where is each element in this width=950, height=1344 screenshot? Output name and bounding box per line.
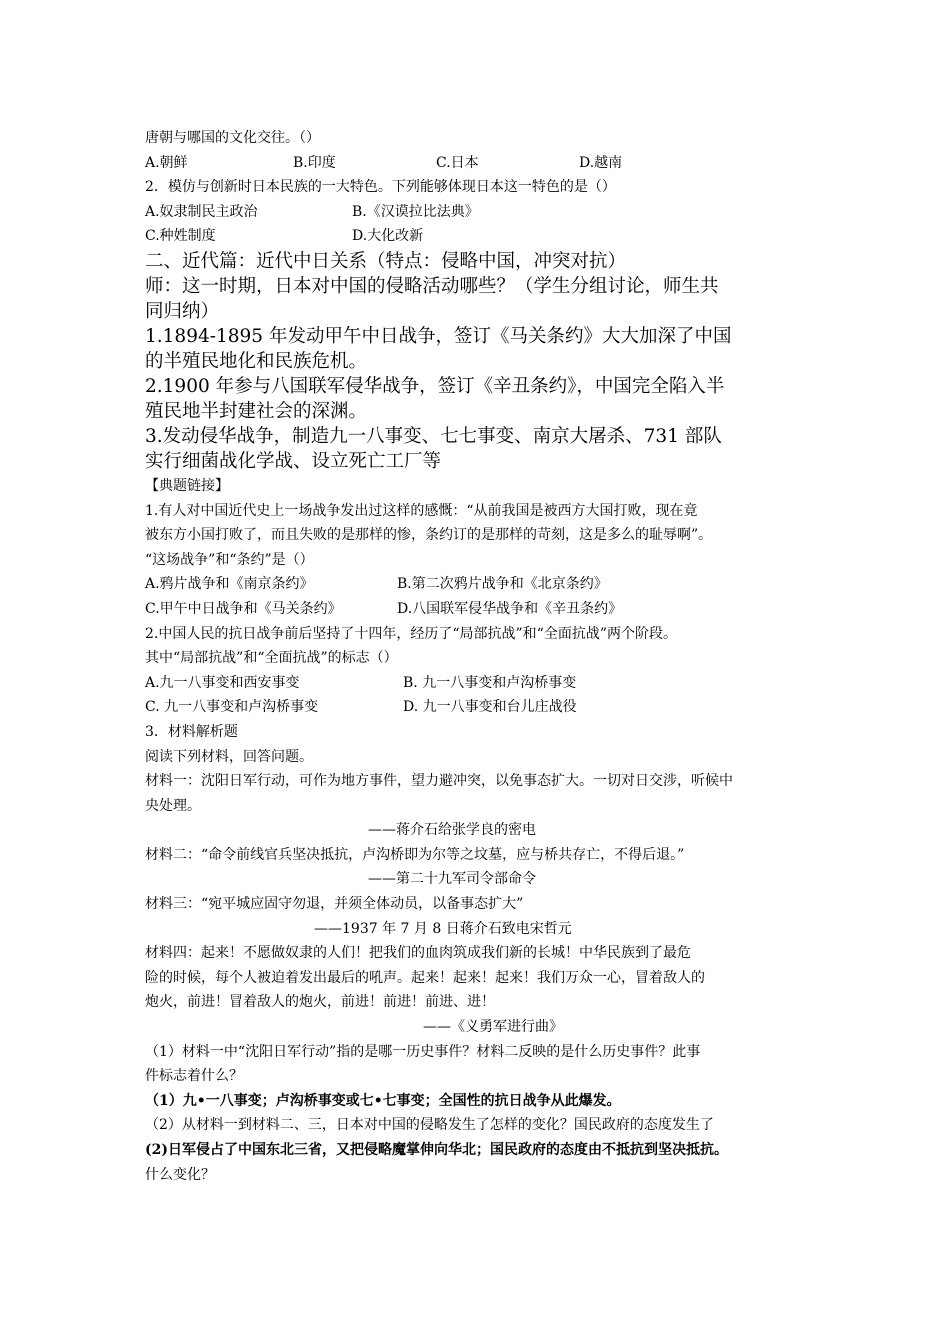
document-page: [145, 126, 815, 1187]
option-b: B.印度: [293, 154, 336, 171]
option-c: C.种姓制度: [145, 228, 216, 245]
material-4-source: ——《义勇军进行曲》: [423, 1019, 563, 1036]
option-a: A.奴隶制民主政治: [145, 203, 258, 220]
point-3-cont: 实行细菌战化学战、设立死亡工厂等: [145, 450, 442, 472]
point-3: 3.发动侵华战争，制造九一八事变、七七事变、南京大屠杀、731 部队: [145, 425, 722, 447]
point-1: 1.1894-1895 年发动甲午中日战争，签订《马关条约》大大加深了中国: [145, 325, 732, 347]
material-4-cont: 险的时候，每个人被迫着发出最后的吼声。起来！起来！起来！我们万众一心，冒着敌人的: [145, 969, 705, 986]
sub-question-2-cont: 什么变化？: [145, 1166, 215, 1183]
option-c: C.甲午中日战争和《马关条约》: [145, 600, 342, 617]
link-question-3: 3．材料解析题: [145, 723, 238, 740]
answer-2: (2)日军侵占了中国东北三省，又把侵略魔掌伸向华北；国民政府的态度由不抵抗到坚决抵抗。: [145, 1142, 728, 1158]
options-row: [145, 224, 815, 249]
options-row: [145, 200, 815, 225]
option-a: A.九一八事变和西安事变: [145, 674, 300, 691]
option-d: D. 九一八事变和台儿庄战役: [403, 699, 577, 716]
link-question-2-cont: 其中“局部抗战”和“全面抗战”的标志（）: [145, 650, 398, 667]
material-1: 材料一：沈阳日军行动，可作为地方事件，望力避冲突，以免事态扩大。一切对日交涉，听候中: [145, 773, 733, 790]
material-4-cont: 炮火，前进！冒着敌人的炮火，前进！前进！前进、进！: [145, 994, 495, 1011]
link-question-1: 1.有人对中国近代史上一场战争发出过这样的感慨：“从前我国是被西方大国打败，现在竟: [145, 502, 698, 519]
option-b: B. 九一八事变和卢沟桥事变: [403, 674, 577, 691]
material-3: 材料三：“宛平城应固守勿退，并须全体动员，以备事态扩大”: [145, 896, 524, 913]
instruction: 阅读下列材料，回答问题。: [145, 748, 313, 765]
material-1-cont: 央处理。: [145, 797, 201, 814]
material-4: 材料四：起来！不愿做奴隶的人们！把我们的血肉筑成我们新的长城！中华民族到了最危: [145, 945, 691, 962]
option-c: C.日本: [436, 154, 479, 171]
teacher-line: 同归纳）: [145, 300, 220, 322]
point-2-cont: 殖民地半封建社会的深渊。: [145, 400, 368, 422]
sub-question-1-cont: 件标志着什么？: [145, 1068, 243, 1085]
option-b: B.《汉谟拉比法典》: [352, 203, 479, 220]
option-a: A.鸦片战争和《南京条约》: [145, 576, 314, 593]
teacher-line: 师：这一时期，日本对中国的侵略活动哪些？（学生分组讨论，师生共: [145, 275, 719, 297]
option-d: D.大化改新: [352, 228, 424, 245]
link-question-2: 2.中国人民的抗日战争前后坚持了十四年，经历了“局部抗战”和“全面抗战”两个阶段。: [145, 625, 677, 642]
option-b: B.第二次鸦片战争和《北京条约》: [397, 576, 608, 593]
question-tail: 唐朝与哪国的文化交往。（）: [145, 130, 320, 146]
options-row: [145, 151, 815, 176]
link-heading: 【典题链接】: [145, 477, 229, 494]
link-question-1-prompt: “这场战争”和“条约”是（）: [145, 551, 314, 568]
options-row: [145, 572, 815, 597]
material-3-source: ——1937 年 7 月 8 日蒋介石致电宋哲元: [314, 920, 572, 937]
section-title: 二、近代篇：近代中日关系（特点：侵略中国，冲突对抗）: [145, 250, 627, 272]
option-c: C. 九一八事变和卢沟桥事变: [145, 699, 319, 716]
sub-question-2: （2）从材料一到材料二、三，日本对中国的侵略发生了怎样的变化？国民政府的态度发生了: [145, 1117, 714, 1134]
material-2-source: ——第二十九军司令部命令: [368, 871, 536, 888]
options-row: [145, 597, 815, 622]
material-1-source: ——蒋介石给张学良的密电: [368, 822, 536, 839]
point-2: 2.1900 年参与八国联军侵华战争，签订《辛丑条约》，中国完全陷入半: [145, 375, 725, 397]
option-d: D.越南: [579, 154, 623, 171]
sub-question-1: （1）材料一中“沈阳日军行动”指的是哪一历史事件？材料二反映的是什么历史事件？此事: [145, 1043, 701, 1060]
options-row: [145, 671, 815, 696]
options-row: [145, 695, 815, 720]
point-1-cont: 的半殖民地化和民族危机。: [145, 350, 368, 372]
option-a: A.朝鲜: [145, 154, 188, 171]
option-d: D.八国联军侵华战争和《辛丑条约》: [397, 600, 623, 617]
material-2: 材料二：“命令前线官兵坚决抵抗，卢沟桥即为尔等之坟墓，应与桥共存亡，不得后退。”: [145, 846, 685, 863]
link-question-1-cont: 被东方小国打败了，而且失败的是那样的惨，条约订的是那样的苛刻，这是多么的耻辱啊”。: [145, 527, 713, 544]
answer-1: （1）九•一八事变；卢沟桥事变或七•七事变；全国性的抗日战争从此爆发。: [145, 1092, 621, 1109]
question-2: 2．模仿与创新时日本民族的一大特色。下列能够体现日本这一特色的是（）: [145, 179, 616, 196]
